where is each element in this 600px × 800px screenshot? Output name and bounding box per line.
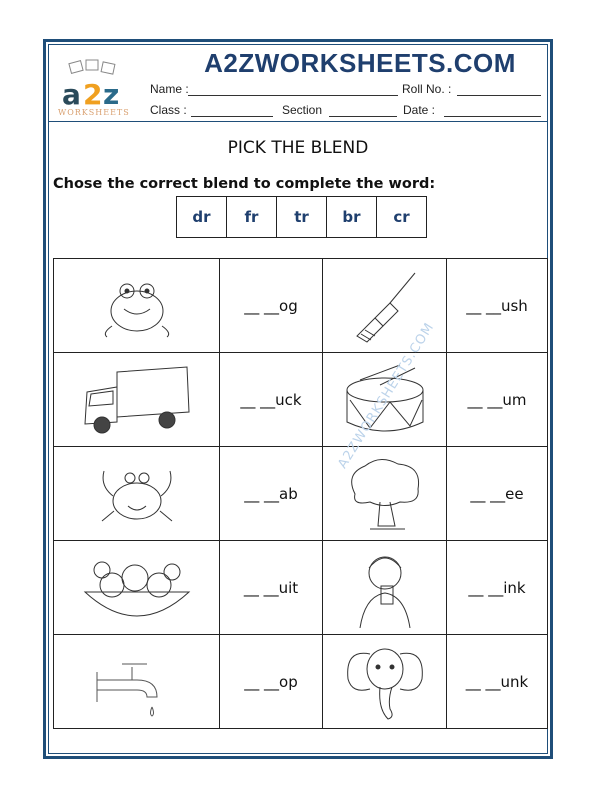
word-blank[interactable]: __ __ink bbox=[447, 541, 548, 635]
a2z-logo bbox=[56, 58, 136, 118]
drum-icon bbox=[323, 353, 447, 447]
tap-icon bbox=[54, 635, 220, 729]
roll-label: Roll No. : bbox=[402, 82, 452, 96]
crab-icon bbox=[54, 447, 220, 541]
table-row bbox=[54, 635, 548, 729]
worksheet-title: PICK THE BLEND bbox=[227, 138, 369, 158]
frog-icon bbox=[54, 259, 220, 353]
word-blank[interactable]: __ __og bbox=[220, 259, 323, 353]
table-row bbox=[54, 447, 548, 541]
svg-text:z: z bbox=[103, 78, 120, 111]
blend-options bbox=[176, 196, 427, 238]
tree-icon bbox=[323, 447, 447, 541]
truck-icon bbox=[54, 353, 220, 447]
table-row bbox=[54, 353, 548, 447]
watermark: A2ZWORKSHEETS.COM bbox=[335, 320, 438, 472]
paintbrush-icon bbox=[323, 259, 447, 353]
date-label: Date : bbox=[403, 103, 436, 117]
date-field[interactable] bbox=[444, 116, 541, 117]
blend-option: cr bbox=[393, 208, 410, 226]
word-blank[interactable]: __ __ab bbox=[220, 447, 323, 541]
site-title: A2ZWORKSHEETS.COM bbox=[204, 48, 516, 78]
blend-option: fr bbox=[227, 197, 277, 237]
blend-option: tr bbox=[277, 197, 327, 237]
boy-drinking-icon bbox=[323, 541, 447, 635]
header-divider bbox=[48, 121, 548, 122]
svg-text:WORKSHEETS: WORKSHEETS bbox=[58, 108, 130, 117]
blend-option: dr bbox=[177, 197, 227, 237]
word-blank[interactable]: __ __unk bbox=[447, 635, 548, 729]
table-row bbox=[54, 541, 548, 635]
class-field[interactable] bbox=[191, 116, 273, 117]
fruit-bowl-icon bbox=[54, 541, 220, 635]
exercise-table bbox=[53, 258, 548, 729]
word-blank[interactable]: __ __uit bbox=[220, 541, 323, 635]
word-blank[interactable]: __ __ush bbox=[447, 259, 548, 353]
blend-option: br bbox=[327, 197, 377, 237]
word-blank[interactable]: __ __ee bbox=[447, 447, 548, 541]
svg-text:2: 2 bbox=[83, 78, 103, 111]
instruction: Chose the correct blend to complete the word: bbox=[53, 176, 436, 192]
word-blank[interactable]: __ __uck bbox=[220, 353, 323, 447]
word-blank[interactable]: __ __op bbox=[220, 635, 323, 729]
class-label: Class : bbox=[150, 103, 187, 117]
elephant-icon bbox=[323, 635, 447, 729]
section-field[interactable] bbox=[329, 116, 397, 117]
name-field[interactable] bbox=[188, 95, 398, 96]
name-label: Name : bbox=[150, 82, 189, 96]
table-row bbox=[54, 259, 548, 353]
word-blank[interactable]: __ __um bbox=[447, 353, 548, 447]
roll-field[interactable] bbox=[457, 95, 541, 96]
section-label: Section bbox=[282, 103, 323, 117]
svg-text:a: a bbox=[62, 78, 81, 111]
